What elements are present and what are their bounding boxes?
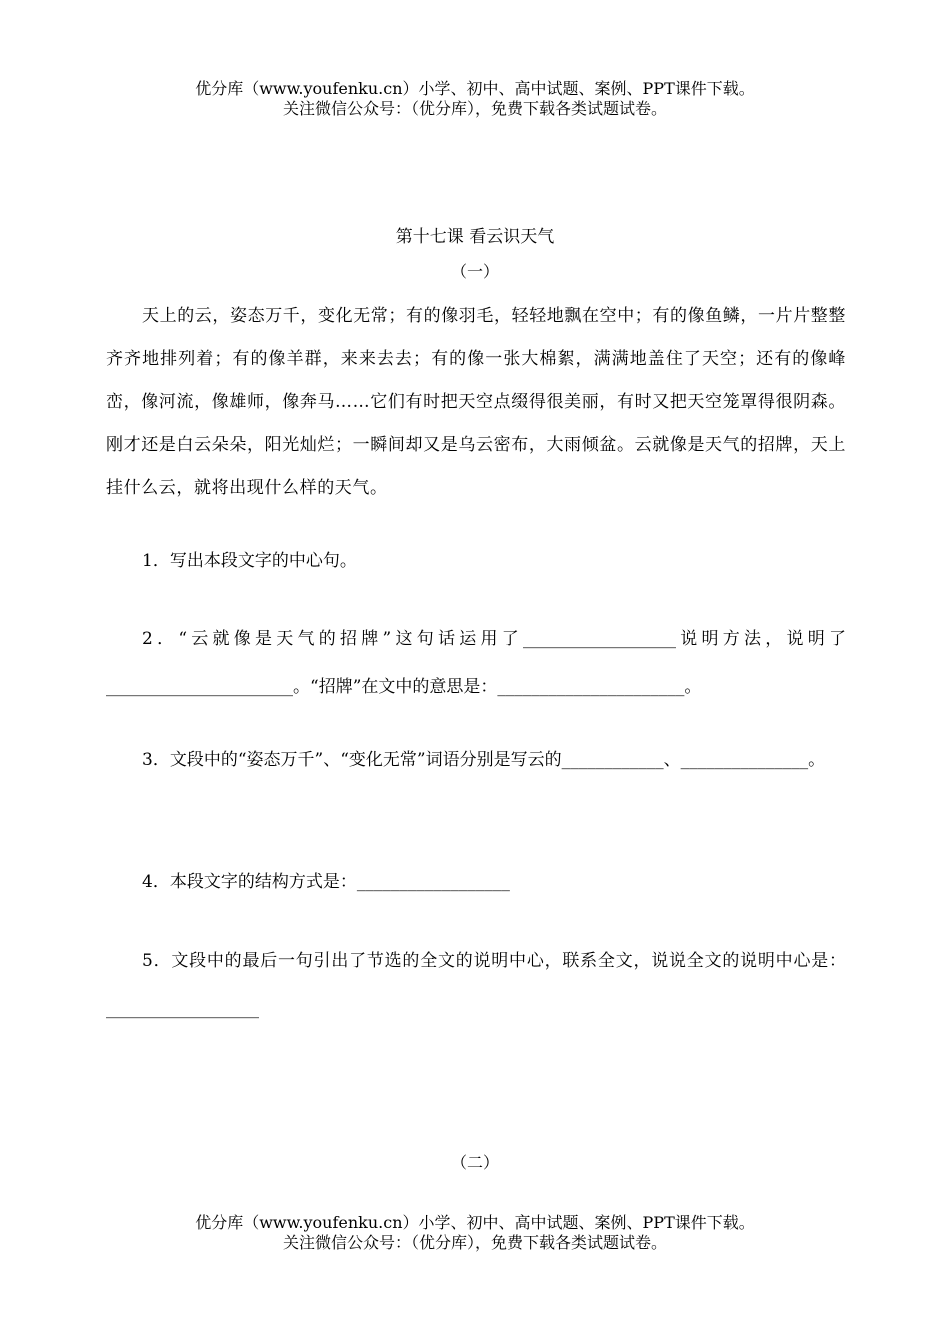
page-footer (0, 1213, 950, 1253)
header-line-2: 关注微信公众号：（优分库），免费下载各类试题试卷。 (282, 99, 667, 118)
footer-line-1: 优分库（www.youfenku.cn）小学、初中、高中试题、案例、PPT课件下载。 (195, 1213, 755, 1232)
lesson-title: 第十七课 看云识天气 (395, 227, 555, 247)
footer-line-2: 关注微信公众号：（优分库），免费下载各类试题试卷。 (282, 1233, 667, 1252)
question-2: 2．“云就像是天气的招牌”这句话运用了__________________说明方法，说明了______________________。“招牌”在文中的意思是：______________________。 (106, 629, 846, 697)
question-3: 3．文段中的“姿态万千”、“变化无常”词语分别是写云的____________、_______________。 (142, 750, 826, 770)
section-label-1: （一） (450, 262, 499, 281)
question-4: 4．本段文字的结构方式是：__________________ (142, 872, 510, 892)
question-5: 5．文段中的最后一句引出了节选的全文的说明中心，联系全文，说说全文的说明中心是：__________________ (106, 951, 846, 1019)
reading-passage: 天上的云，姿态万千，变化无常；有的像羽毛，轻轻地飘在空中；有的像鱼鳞，一片片整整齐齐地排列着；有的像羊群，来来去去；有的像一张大棉絮，满满地盖住了天空；还有的像峰峦，像河流，像雄师，像奔马……它们有时把天空点缀得很美丽，有时又把天空笼罩得很阴森。刚才还是白云朵朵，阳光灿烂；一瞬间却又是乌云密布，大雨倾盆。云就像是天气的招牌，天上挂什么云，就将出现什么样的天气。 (106, 306, 846, 498)
question-1: 1．写出本段文字的中心句。 (142, 551, 357, 571)
section-label-2: （二） (450, 1153, 499, 1172)
page-header (0, 79, 950, 119)
header-line-1: 优分库（www.youfenku.cn）小学、初中、高中试题、案例、PPT课件下载。 (195, 79, 755, 98)
